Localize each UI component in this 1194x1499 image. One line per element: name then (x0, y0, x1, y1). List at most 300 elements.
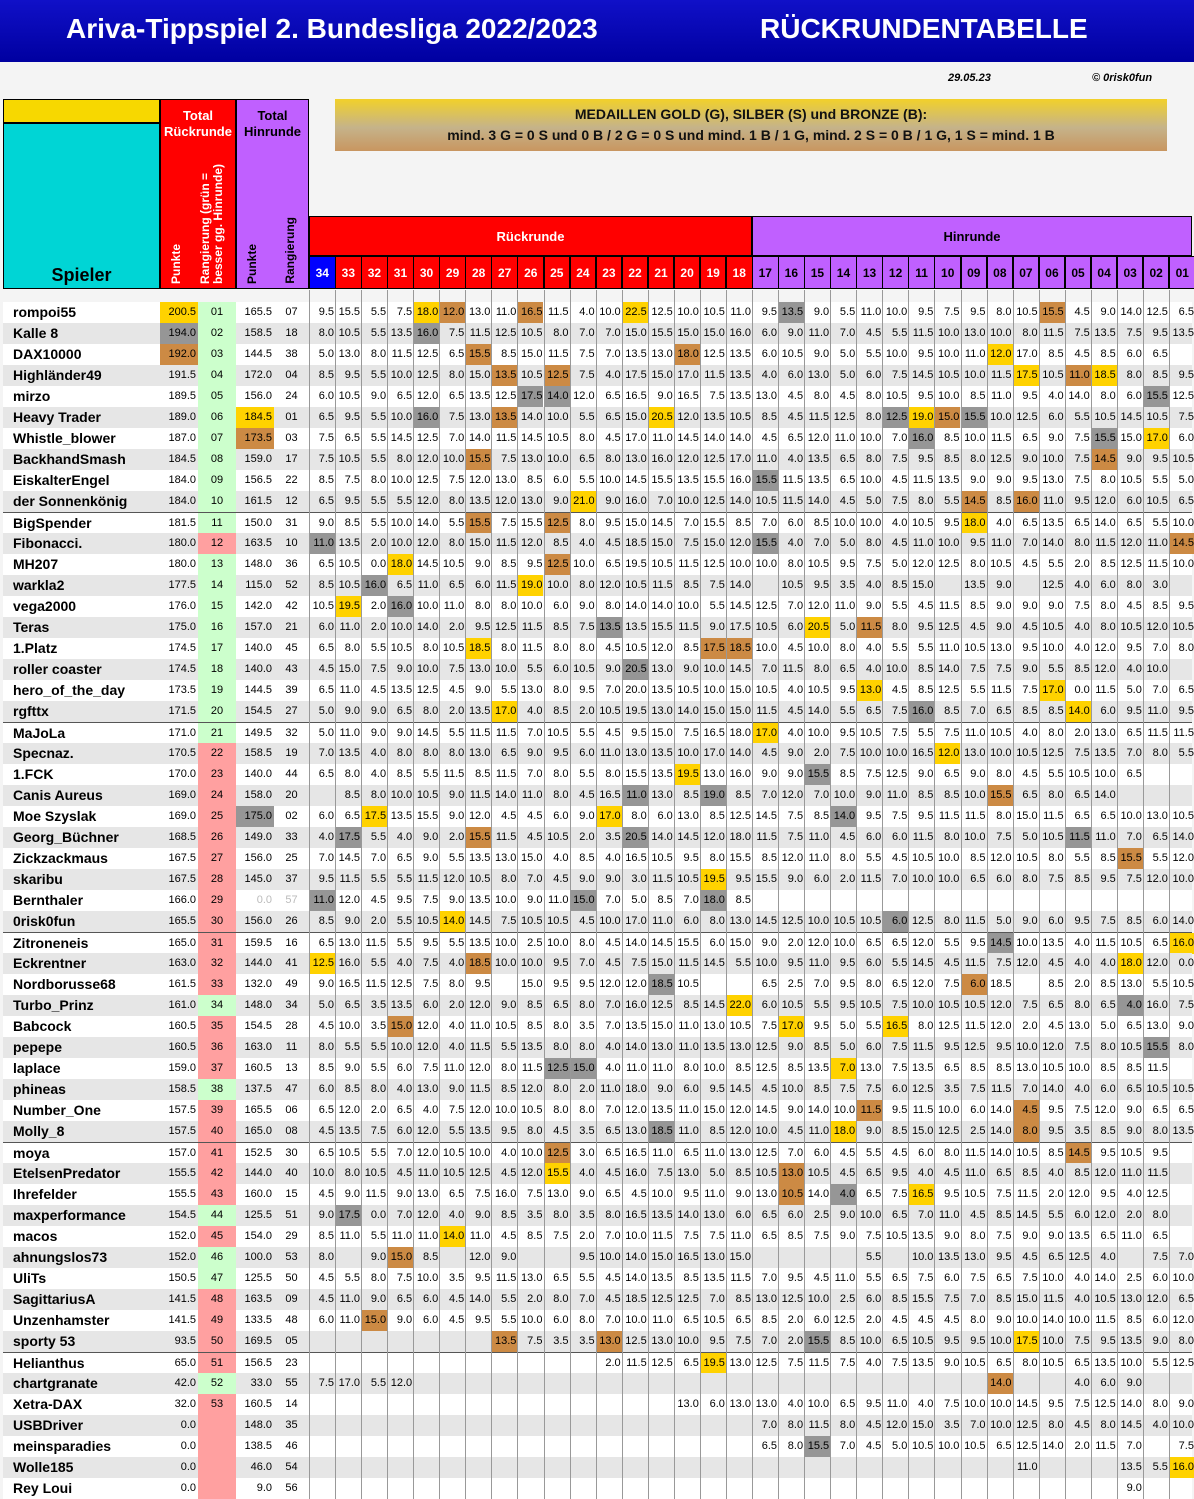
rr-rank: 12 (198, 533, 236, 554)
score-cell: 8.0 (1100, 1041, 1116, 1053)
score-cell: 4.0 (787, 684, 804, 696)
score-cell: 15.0 (625, 517, 647, 529)
score-cell: 3.5 (553, 1335, 569, 1347)
score-cell: 12.5 (964, 1041, 986, 1053)
score-cell: 14.0 (729, 495, 751, 507)
score-cell: 5.0 (631, 894, 647, 906)
score-cell: 6.0 (1152, 1272, 1168, 1284)
score-cell: 8.5 (501, 558, 517, 570)
total-hr-points: 100.0 (244, 1251, 272, 1263)
score-cell: 4.0 (1048, 1167, 1064, 1179)
score-cell: 9.5 (787, 957, 804, 969)
score-cell: 12.0 (1094, 1104, 1116, 1116)
score-cell: 7.0 (761, 789, 778, 801)
score-cell: 8.0 (1100, 621, 1116, 633)
table-row (3, 1016, 1192, 1037)
score-cell: 10.0 (521, 600, 543, 612)
rr-rank: 17 (198, 638, 236, 659)
score-cell: 8.0 (944, 1147, 960, 1159)
score-cell: 8.5 (996, 1209, 1012, 1221)
score-cell: 8.0 (449, 495, 465, 507)
score-cell: 7.5 (370, 1125, 387, 1137)
score-cell: 8.5 (501, 1209, 517, 1221)
score-cell: 4.0 (370, 747, 387, 759)
score-cell: 7.5 (1074, 1398, 1090, 1410)
week-header-13: 13 (856, 256, 883, 289)
total-hr-points: 144.5 (244, 684, 272, 696)
score-cell: 13.5 (1068, 1230, 1090, 1242)
score-cell: 7.5 (1126, 873, 1142, 885)
score-cell: 11.5 (808, 1357, 830, 1369)
score-cell: 8.5 (475, 768, 491, 780)
score-cell: 13.0 (596, 1331, 622, 1352)
score-cell: 4.5 (761, 747, 778, 759)
score-cell: 6.0 (970, 1104, 986, 1116)
score-cell: 13.5 (651, 1104, 673, 1116)
score-cell: 7.0 (396, 1209, 413, 1221)
score-cell: 2.0 (579, 705, 595, 717)
score-cell (544, 1373, 570, 1394)
score-cell: 13.5 (729, 390, 751, 402)
score-cell: 4.0 (918, 1167, 934, 1179)
score-cell: 15.0 (911, 579, 934, 591)
score-cell: 9.0 (344, 915, 361, 927)
hr-rank: 32 (285, 727, 298, 739)
score-cell: 5.5 (370, 306, 387, 318)
score-cell: 4.5 (761, 432, 778, 444)
score-cell: 10.0 (807, 915, 830, 927)
player-name: laplace (13, 1060, 61, 1076)
week-header-14: 14 (830, 256, 857, 289)
score-cell: 11.0 (808, 327, 830, 339)
score-cell: 14.0 (494, 789, 517, 801)
score-cell: 9.5 (475, 1314, 491, 1326)
score-cell: 4.0 (1074, 1293, 1090, 1305)
score-cell: 6.5 (865, 937, 882, 949)
score-cell: 13.5 (703, 1041, 725, 1053)
score-cell: 10.5 (677, 684, 699, 696)
score-cell: 2.0 (1074, 1440, 1090, 1452)
rr-rank: 33 (198, 974, 236, 995)
score-cell: 3.5 (449, 1272, 465, 1284)
score-cell: 8.0 (553, 1104, 569, 1116)
score-cell: 7.5 (892, 453, 908, 465)
score-cell: 12.5 (544, 1058, 570, 1079)
score-cell: 6.5 (1152, 937, 1168, 949)
score-cell: 7.5 (370, 663, 387, 675)
score-cell: 12.5 (651, 1293, 673, 1305)
score-cell: 11.0 (443, 600, 465, 612)
grid-line (882, 290, 883, 1499)
score-cell: 4.0 (527, 705, 543, 717)
score-cell: 16.0 (729, 474, 751, 486)
score-cell: 9.0 (683, 663, 699, 675)
score-cell: 9.0 (579, 600, 595, 612)
score-cell (335, 1478, 361, 1499)
score-cell (1169, 659, 1194, 680)
score-cell: 10.0 (703, 663, 725, 675)
score-cell: 8.0 (865, 537, 882, 549)
score-cell: 10.0 (911, 873, 934, 885)
score-cell: 4.0 (579, 1167, 595, 1179)
score-cell (544, 1394, 570, 1415)
score-cell: 15.5 (755, 873, 778, 885)
score-cell: 9.0 (996, 600, 1012, 612)
player-name: BigSpender (13, 515, 92, 531)
score-cell: 12.5 (390, 978, 413, 990)
total-rr-points: 161.5 (168, 978, 196, 990)
hr-rank: 14 (285, 1398, 298, 1410)
score-cell: 9.5 (918, 453, 934, 465)
score-cell: 8.5 (1048, 705, 1064, 717)
score-cell: 11.0 (309, 533, 335, 554)
score-cell: 8.5 (396, 768, 413, 780)
table-row (3, 1100, 1192, 1121)
score-cell: 12.5 (882, 407, 908, 428)
score-cell: 10.0 (521, 1147, 543, 1159)
score-cell: 5.5 (396, 915, 413, 927)
total-hr-points: 158.5 (244, 747, 272, 759)
score-cell: 16.5 (625, 1209, 647, 1221)
score-cell: 7.5 (683, 727, 699, 739)
score-cell: 5.0 (1100, 1020, 1116, 1032)
total-rr-label: Total Rückrunde (164, 108, 232, 139)
score-cell: 4.0 (449, 1020, 465, 1032)
score-cell: 14.0 (987, 1373, 1013, 1394)
score-cell: 8.5 (527, 1230, 543, 1242)
score-cell: 14.5 (729, 663, 751, 675)
score-cell: 9.5 (553, 747, 569, 759)
score-cell: 12.0 (911, 978, 934, 990)
week-header-10: 10 (934, 256, 961, 289)
table-row (3, 302, 1192, 323)
score-cell: 7.5 (501, 453, 517, 465)
score-cell: 11.5 (1147, 558, 1168, 570)
score-cell: 4.5 (839, 1167, 856, 1179)
week-header-17: 17 (752, 256, 779, 289)
score-cell: 6.0 (735, 1209, 751, 1221)
score-cell: 3.5 (579, 1020, 595, 1032)
score-cell: 7.5 (449, 663, 465, 675)
score-cell: 9.5 (396, 894, 413, 906)
score-cell: 8.0 (553, 1041, 569, 1053)
score-cell: 18.5 (465, 638, 491, 659)
score-cell: 7.0 (1178, 1251, 1194, 1263)
score-cell: 7.5 (683, 1230, 699, 1242)
score-cell: 4.0 (605, 369, 621, 381)
score-cell: 9.0 (449, 789, 465, 801)
score-cell: 13.0 (677, 1398, 699, 1410)
score-cell: 7.5 (396, 1272, 413, 1284)
score-cell: 8.0 (605, 768, 621, 780)
score-cell: 9.0 (370, 390, 387, 402)
score-cell: 2.0 (579, 831, 595, 843)
hr-rank: 35 (285, 1419, 298, 1431)
score-cell: 12.5 (416, 474, 439, 486)
score-cell (361, 1331, 387, 1352)
score-cell: 5.5 (944, 937, 960, 949)
hr-rank: 09 (285, 1293, 298, 1305)
score-cell: 8.5 (1152, 369, 1168, 381)
score-cell: 7.5 (1074, 1335, 1090, 1347)
score-cell: 6.5 (1126, 768, 1142, 780)
player-name: BackhandSmash (13, 451, 126, 467)
score-cell (700, 1373, 726, 1394)
score-cell: 6.5 (344, 810, 361, 822)
score-cell (961, 1373, 987, 1394)
score-cell (726, 1436, 752, 1457)
score-cell: 5.5 (865, 348, 882, 360)
score-cell: 14.5 (338, 852, 361, 864)
score-cell: 4.5 (605, 937, 621, 949)
points-label: Punkte (169, 243, 183, 284)
score-cell (804, 1373, 830, 1394)
score-cell: 12.0 (442, 873, 465, 885)
score-cell: 9.5 (1048, 1125, 1064, 1137)
week-header-25: 25 (544, 256, 571, 289)
score-cell: 14.5 (1091, 449, 1117, 470)
grid-line (439, 290, 440, 1499)
rr-rank: 11 (198, 513, 236, 534)
score-cell (1013, 1373, 1039, 1394)
score-cell: 10.0 (573, 558, 595, 570)
score-cell: 11.0 (756, 453, 778, 465)
score-cell: 5.5 (1074, 411, 1090, 423)
player-header (3, 123, 160, 289)
hr-rank: 29 (285, 1230, 298, 1242)
score-cell: 6.5 (892, 937, 908, 949)
score-cell: 5.5 (370, 873, 387, 885)
score-cell: 12.0 (468, 1062, 491, 1074)
score-cell: 9.0 (1178, 1398, 1194, 1410)
score-cell: 10.0 (755, 642, 778, 654)
hr-rank: 31 (285, 517, 298, 529)
score-cell: 8.5 (918, 684, 934, 696)
score-cell: 7.5 (422, 1062, 439, 1074)
score-cell (856, 1373, 882, 1394)
score-cell: 11.5 (417, 873, 439, 885)
score-cell: 8.5 (813, 1041, 830, 1053)
score-cell: 4.5 (553, 873, 569, 885)
score-cell (413, 1373, 439, 1394)
score-cell: 13.0 (729, 915, 751, 927)
grid-line (726, 290, 727, 1499)
score-cell: 10.5 (1172, 453, 1194, 465)
score-cell: 13.0 (651, 705, 673, 717)
score-cell: 4.0 (396, 1083, 413, 1095)
hr-rank: 16 (285, 937, 298, 949)
score-cell: 10.0 (964, 831, 986, 843)
total-rr-points: 169.0 (168, 789, 196, 801)
score-cell: 10.0 (807, 1293, 830, 1305)
score-cell: 10.0 (312, 1167, 334, 1179)
score-cell: 14.0 (990, 1147, 1012, 1159)
score-cell: 12.0 (1146, 1293, 1168, 1305)
score-cell: 5.5 (865, 1251, 882, 1263)
total-hr-points: 169.5 (244, 1335, 272, 1347)
score-cell: 9.0 (553, 495, 569, 507)
player-name: EiskalterEngel (13, 472, 110, 488)
score-cell: 8.5 (735, 517, 751, 529)
score-cell: 15.0 (625, 411, 647, 423)
score-cell: 10.0 (938, 390, 960, 402)
score-cell: 6.5 (1048, 1251, 1064, 1263)
score-cell: 9.5 (1100, 1188, 1116, 1200)
score-cell: 7.0 (579, 327, 595, 339)
grid-line (517, 290, 518, 1499)
score-cell: 7.0 (761, 1419, 778, 1431)
score-cell: 10.5 (807, 1167, 830, 1179)
score-cell: 13.5 (729, 348, 751, 360)
score-cell: 6.5 (1178, 684, 1194, 696)
score-cell (1039, 1478, 1065, 1499)
score-cell: 15.0 (651, 1251, 673, 1263)
score-cell: 7.0 (605, 894, 621, 906)
score-cell (1143, 1478, 1169, 1499)
score-cell: 10.5 (1094, 1293, 1116, 1305)
score-cell: 11.5 (782, 495, 804, 507)
score-cell: 12.0 (1146, 621, 1168, 633)
score-cell: 15.0 (387, 1247, 413, 1268)
score-cell (413, 1457, 439, 1478)
score-cell: 6.0 (683, 1083, 699, 1095)
score-cell: 4.0 (449, 1209, 465, 1221)
total-hr-points: 144.5 (244, 348, 272, 360)
score-cell: 12.5 (703, 453, 725, 465)
score-cell: 11.0 (652, 1147, 673, 1159)
score-cell: 9.0 (422, 852, 439, 864)
score-cell: 12.5 (938, 621, 960, 633)
total-hr-points: 159.0 (244, 453, 272, 465)
score-cell: 8.5 (422, 1251, 439, 1263)
score-cell: 13.0 (1120, 1293, 1142, 1305)
score-cell: 10.0 (1172, 558, 1194, 570)
total-rr-points: 189.5 (168, 390, 196, 402)
score-cell: 5.5 (1048, 663, 1064, 675)
table-row (3, 911, 1192, 932)
score-cell: 9.5 (761, 306, 778, 318)
score-cell: 6.0 (683, 915, 699, 927)
score-cell: 12.5 (755, 1041, 778, 1053)
score-cell: 10.0 (1172, 1419, 1194, 1431)
score-cell: 9.0 (370, 1251, 387, 1263)
hr-rank: 11 (285, 1041, 298, 1053)
score-cell: 7.5 (918, 1272, 934, 1284)
score-cell: 7.5 (422, 894, 439, 906)
score-cell: 12.0 (1094, 663, 1116, 675)
score-cell (491, 1415, 517, 1436)
rr-rank: 24 (198, 785, 236, 806)
hr-rank: 18 (285, 327, 298, 339)
score-cell: 10.0 (651, 1188, 673, 1200)
score-cell: 14.5 (677, 831, 699, 843)
score-cell (726, 1457, 752, 1478)
score-cell: 9.0 (396, 727, 413, 739)
rr-rank: 53 (198, 1394, 236, 1415)
score-cell: 15.0 (703, 705, 725, 717)
score-cell: 6.5 (501, 747, 517, 759)
score-cell: 12.0 (807, 937, 830, 949)
score-cell: 6.0 (918, 1147, 934, 1159)
score-cell: 3.0 (631, 873, 647, 885)
score-cell: 6.5 (396, 705, 413, 717)
score-cell: 14.0 (625, 1041, 647, 1053)
score-cell: 6.0 (892, 831, 908, 843)
score-cell: 8.0 (918, 1020, 934, 1032)
score-cell: 13.5 (651, 1272, 673, 1284)
score-cell: 7.5 (709, 1230, 725, 1242)
score-cell: 5.5 (1152, 517, 1168, 529)
score-cell: 5.5 (396, 937, 413, 949)
score-cell: 4.0 (449, 957, 465, 969)
score-cell: 9.5 (1022, 390, 1038, 402)
score-cell: 9.5 (318, 306, 334, 318)
score-cell: 9.0 (1048, 432, 1064, 444)
score-cell (596, 1457, 622, 1478)
score-cell: 5.0 (839, 1041, 856, 1053)
total-rr-points: 167.5 (168, 873, 196, 885)
score-cell: 10.0 (599, 1251, 621, 1263)
score-cell: 13.5 (491, 365, 517, 386)
score-cell: 10.5 (755, 684, 778, 696)
score-cell: 8.0 (318, 1251, 334, 1263)
score-cell: 4.5 (553, 1125, 569, 1137)
score-cell: 8.0 (501, 873, 517, 885)
grid-line (648, 290, 649, 1499)
score-cell: 6.5 (865, 1188, 882, 1200)
table-row (3, 1352, 1192, 1373)
score-cell: 16.0 (625, 999, 647, 1011)
score-cell (726, 974, 752, 995)
score-cell: 7.5 (422, 957, 439, 969)
score-cell: 8.5 (1100, 978, 1116, 990)
score-cell: 6.5 (449, 579, 465, 591)
score-cell: 9.0 (735, 1188, 751, 1200)
score-cell: 7.5 (1022, 684, 1038, 696)
score-cell: 4.5 (605, 432, 621, 444)
score-cell: 7.5 (944, 727, 960, 739)
player-name: Rey Loui (13, 1480, 73, 1496)
score-cell: 13.0 (416, 1188, 439, 1200)
grid-line (830, 290, 831, 1499)
rank-rr-label: Rangierung (grün = besser gg. Hinrunde) (198, 163, 225, 284)
score-cell: 14.5 (703, 999, 725, 1011)
grid-line (544, 290, 545, 1499)
score-cell: 12.5 (938, 1020, 960, 1032)
score-cell: 6.5 (318, 1147, 334, 1159)
score-cell: 15.5 (752, 470, 778, 491)
score-cell: 16.5 (677, 1251, 699, 1263)
score-cell: 5.0 (318, 999, 334, 1011)
score-cell: 2.5 (839, 1293, 856, 1305)
score-cell: 12.5 (1172, 390, 1194, 402)
score-cell: 6.5 (944, 1062, 960, 1074)
score-cell: 10.0 (390, 1041, 413, 1053)
rr-rank: 15 (198, 596, 236, 617)
score-cell: 10.0 (964, 1398, 986, 1410)
score-cell: 9.0 (709, 621, 725, 633)
score-cell (544, 1353, 570, 1374)
rr-rank: 48 (198, 1289, 236, 1310)
score-cell: 4.5 (370, 684, 387, 696)
score-cell: 11.5 (860, 873, 882, 885)
score-cell: 8.5 (579, 852, 595, 864)
score-cell: 4.5 (1074, 1419, 1090, 1431)
score-cell: 10.5 (911, 517, 934, 529)
score-cell: 11.5 (1147, 727, 1168, 739)
score-cell: 7.0 (813, 537, 830, 549)
score-cell: 10.5 (1042, 831, 1064, 843)
